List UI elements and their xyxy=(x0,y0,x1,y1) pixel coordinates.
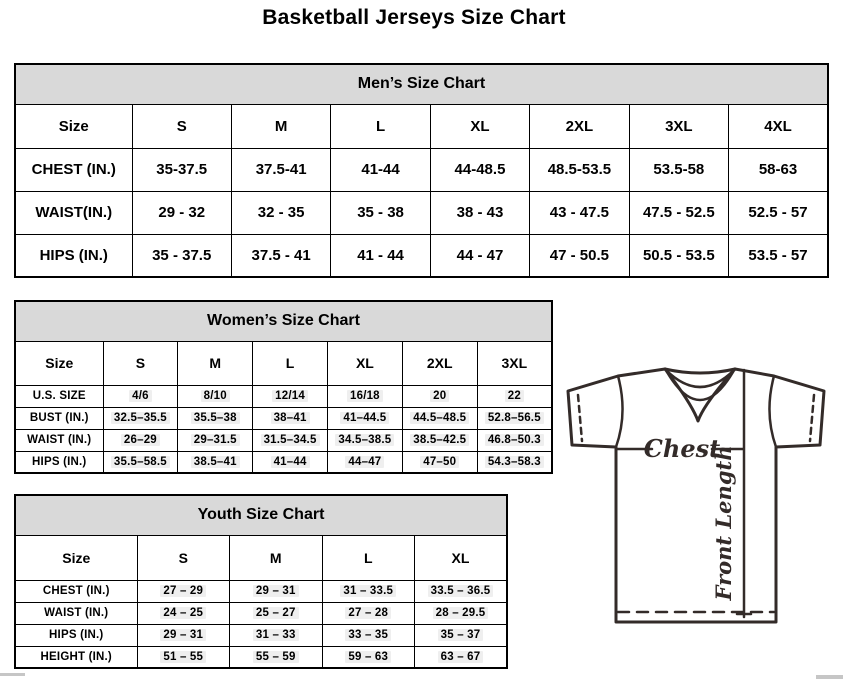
value-cell xyxy=(103,429,178,451)
table-row xyxy=(15,301,552,341)
mens-table-title: Men’s Size Chart xyxy=(15,64,828,104)
measure-label-cell: CHEST (IN.) xyxy=(15,580,137,602)
mens-size-table xyxy=(14,63,829,278)
value-cell xyxy=(415,624,508,646)
size-header-cell: S xyxy=(132,104,231,148)
value-cell xyxy=(230,602,323,624)
value-text: 16/18 xyxy=(347,390,383,402)
value-cell xyxy=(103,451,178,473)
value-cell xyxy=(178,429,253,451)
size-header-cell: M xyxy=(230,535,323,580)
value-cell: 38 - 43 xyxy=(430,191,529,234)
value-text: 29 – 31 xyxy=(253,585,299,597)
womens-size-table xyxy=(14,300,553,474)
jersey-measurement-diagram xyxy=(555,358,837,628)
table-row xyxy=(15,234,828,277)
table-row xyxy=(15,646,507,668)
value-text: 46.8–50.3 xyxy=(485,434,544,446)
value-text: 54.3–58.3 xyxy=(485,456,544,468)
value-cell xyxy=(137,602,230,624)
value-text: 34.5–38.5 xyxy=(335,434,394,446)
size-header-cell: M xyxy=(178,341,253,385)
size-corner-cell: Size xyxy=(15,341,103,385)
measure-label-cell: HEIGHT (IN.) xyxy=(15,646,137,668)
value-cell xyxy=(103,407,178,429)
value-cell: 53.5-58 xyxy=(629,148,728,191)
value-text: 55 – 59 xyxy=(253,651,299,663)
value-cell xyxy=(327,385,402,407)
value-cell: 37.5 - 41 xyxy=(231,234,330,277)
value-cell xyxy=(477,429,552,451)
front-length-label: Front Length xyxy=(711,445,736,601)
size-header-cell: S xyxy=(103,341,178,385)
value-cell: 53.5 - 57 xyxy=(729,234,828,277)
chest-label: Chest xyxy=(643,434,721,463)
value-cell xyxy=(230,580,323,602)
value-text: 63 – 67 xyxy=(438,651,484,663)
value-cell xyxy=(322,624,415,646)
value-text: 8/10 xyxy=(201,390,230,402)
measure-label-cell: BUST (IN.) xyxy=(15,407,103,429)
value-cell: 35-37.5 xyxy=(132,148,231,191)
value-text: 28 – 29.5 xyxy=(433,607,489,619)
value-text: 59 – 63 xyxy=(345,651,391,663)
value-cell xyxy=(415,580,508,602)
value-cell xyxy=(178,407,253,429)
value-text: 25 – 27 xyxy=(253,607,299,619)
table-row xyxy=(15,64,828,104)
value-text: 4/6 xyxy=(129,390,152,402)
value-text: 31.5–34.5 xyxy=(261,434,320,446)
value-text: 38–41 xyxy=(271,412,310,424)
value-cell: 35 - 38 xyxy=(331,191,430,234)
value-cell xyxy=(253,451,328,473)
value-cell xyxy=(402,407,477,429)
measure-label-cell: WAIST (IN.) xyxy=(15,429,103,451)
value-cell xyxy=(322,602,415,624)
value-cell xyxy=(137,580,230,602)
value-cell xyxy=(415,646,508,668)
value-cell: 52.5 - 57 xyxy=(729,191,828,234)
measure-label-cell: WAIST(IN.) xyxy=(15,191,132,234)
youth-size-table xyxy=(14,494,508,669)
table-row xyxy=(15,407,552,429)
youth-table-title: Youth Size Chart xyxy=(15,495,507,535)
value-text: 41–44.5 xyxy=(340,412,389,424)
size-header-cell: 2XL xyxy=(530,104,629,148)
value-cell: 29 - 32 xyxy=(132,191,231,234)
size-header-cell: 3XL xyxy=(629,104,728,148)
value-cell: 37.5-41 xyxy=(231,148,330,191)
size-header-cell: 3XL xyxy=(477,341,552,385)
value-cell xyxy=(137,624,230,646)
value-text: 31 – 33.5 xyxy=(340,585,396,597)
value-cell xyxy=(327,429,402,451)
value-cell: 58-63 xyxy=(729,148,828,191)
table-row xyxy=(15,580,507,602)
table-row xyxy=(15,602,507,624)
horizontal-scrollbar-fragment-left[interactable] xyxy=(0,673,25,676)
value-cell xyxy=(253,429,328,451)
table-row xyxy=(15,451,552,473)
page-title: Basketball Jerseys Size Chart xyxy=(262,6,566,29)
value-text: 22 xyxy=(505,390,524,402)
value-text: 26–29 xyxy=(121,434,160,446)
value-text: 52.8–56.5 xyxy=(485,412,544,424)
value-text: 35.5–38 xyxy=(191,412,240,424)
table-row xyxy=(15,624,507,646)
value-text: 20 xyxy=(430,390,449,402)
value-cell: 43 - 47.5 xyxy=(530,191,629,234)
value-cell xyxy=(230,646,323,668)
value-cell xyxy=(230,624,323,646)
value-text: 12/14 xyxy=(272,390,308,402)
value-text: 29 – 31 xyxy=(160,629,206,641)
value-cell: 32 - 35 xyxy=(231,191,330,234)
value-text: 38.5–42.5 xyxy=(410,434,469,446)
size-header-cell: M xyxy=(231,104,330,148)
value-text: 47–50 xyxy=(420,456,459,468)
size-header-cell: L xyxy=(331,104,430,148)
table-row xyxy=(15,341,552,385)
value-cell: 35 - 37.5 xyxy=(132,234,231,277)
measure-label-cell: WAIST (IN.) xyxy=(15,602,137,624)
value-text: 44.5–48.5 xyxy=(410,412,469,424)
value-cell xyxy=(103,385,178,407)
value-text: 29–31.5 xyxy=(191,434,240,446)
value-cell xyxy=(415,602,508,624)
size-header-cell: 4XL xyxy=(729,104,828,148)
value-cell xyxy=(253,407,328,429)
size-header-cell: XL xyxy=(430,104,529,148)
measure-label-cell: HIPS (IN.) xyxy=(15,234,132,277)
size-header-cell: XL xyxy=(415,535,508,580)
value-cell: 47 - 50.5 xyxy=(530,234,629,277)
measure-label-cell: U.S. SIZE xyxy=(15,385,103,407)
measure-label-cell: CHEST (IN.) xyxy=(15,148,132,191)
size-header-cell: L xyxy=(322,535,415,580)
size-header-cell: L xyxy=(253,341,328,385)
table-row xyxy=(15,495,507,535)
womens-table-title: Women’s Size Chart xyxy=(15,301,552,341)
size-header-cell: S xyxy=(137,535,230,580)
value-cell xyxy=(477,407,552,429)
value-text: 51 – 55 xyxy=(160,651,206,663)
table-row xyxy=(15,535,507,580)
value-text: 41–44 xyxy=(271,456,310,468)
table-row xyxy=(15,429,552,451)
value-cell xyxy=(327,407,402,429)
measure-label-cell: HIPS (IN.) xyxy=(15,624,137,646)
value-text: 35 – 37 xyxy=(438,629,484,641)
value-cell: 48.5-53.5 xyxy=(530,148,629,191)
value-cell xyxy=(178,385,253,407)
value-text: 33.5 – 36.5 xyxy=(428,585,494,597)
value-cell xyxy=(178,451,253,473)
value-cell xyxy=(322,580,415,602)
value-text: 27 – 28 xyxy=(345,607,391,619)
value-cell: 41-44 xyxy=(331,148,430,191)
value-cell xyxy=(402,451,477,473)
value-text: 38.5–41 xyxy=(191,456,240,468)
value-cell xyxy=(322,646,415,668)
size-corner-cell: Size xyxy=(15,535,137,580)
table-row xyxy=(15,191,828,234)
value-cell: 44-48.5 xyxy=(430,148,529,191)
value-cell xyxy=(137,646,230,668)
jersey-outline xyxy=(568,369,824,622)
value-cell xyxy=(253,385,328,407)
table-row xyxy=(15,104,828,148)
value-text: 31 – 33 xyxy=(253,629,299,641)
table-row xyxy=(15,385,552,407)
value-cell xyxy=(477,451,552,473)
value-cell xyxy=(477,385,552,407)
value-text: 24 – 25 xyxy=(160,607,206,619)
horizontal-scrollbar-fragment-right[interactable] xyxy=(816,675,843,679)
value-cell xyxy=(402,429,477,451)
size-corner-cell: Size xyxy=(15,104,132,148)
value-text: 35.5–58.5 xyxy=(111,456,170,468)
table-row xyxy=(15,148,828,191)
value-cell: 47.5 - 52.5 xyxy=(629,191,728,234)
value-text: 32.5–35.5 xyxy=(111,412,170,424)
value-cell xyxy=(327,451,402,473)
value-cell: 41 - 44 xyxy=(331,234,430,277)
value-text: 33 – 35 xyxy=(345,629,391,641)
value-cell xyxy=(402,385,477,407)
value-cell: 44 - 47 xyxy=(430,234,529,277)
size-header-cell: XL xyxy=(327,341,402,385)
value-text: 44–47 xyxy=(345,456,384,468)
value-cell: 50.5 - 53.5 xyxy=(629,234,728,277)
size-header-cell: 2XL xyxy=(402,341,477,385)
measure-label-cell: HIPS (IN.) xyxy=(15,451,103,473)
value-text: 27 – 29 xyxy=(160,585,206,597)
